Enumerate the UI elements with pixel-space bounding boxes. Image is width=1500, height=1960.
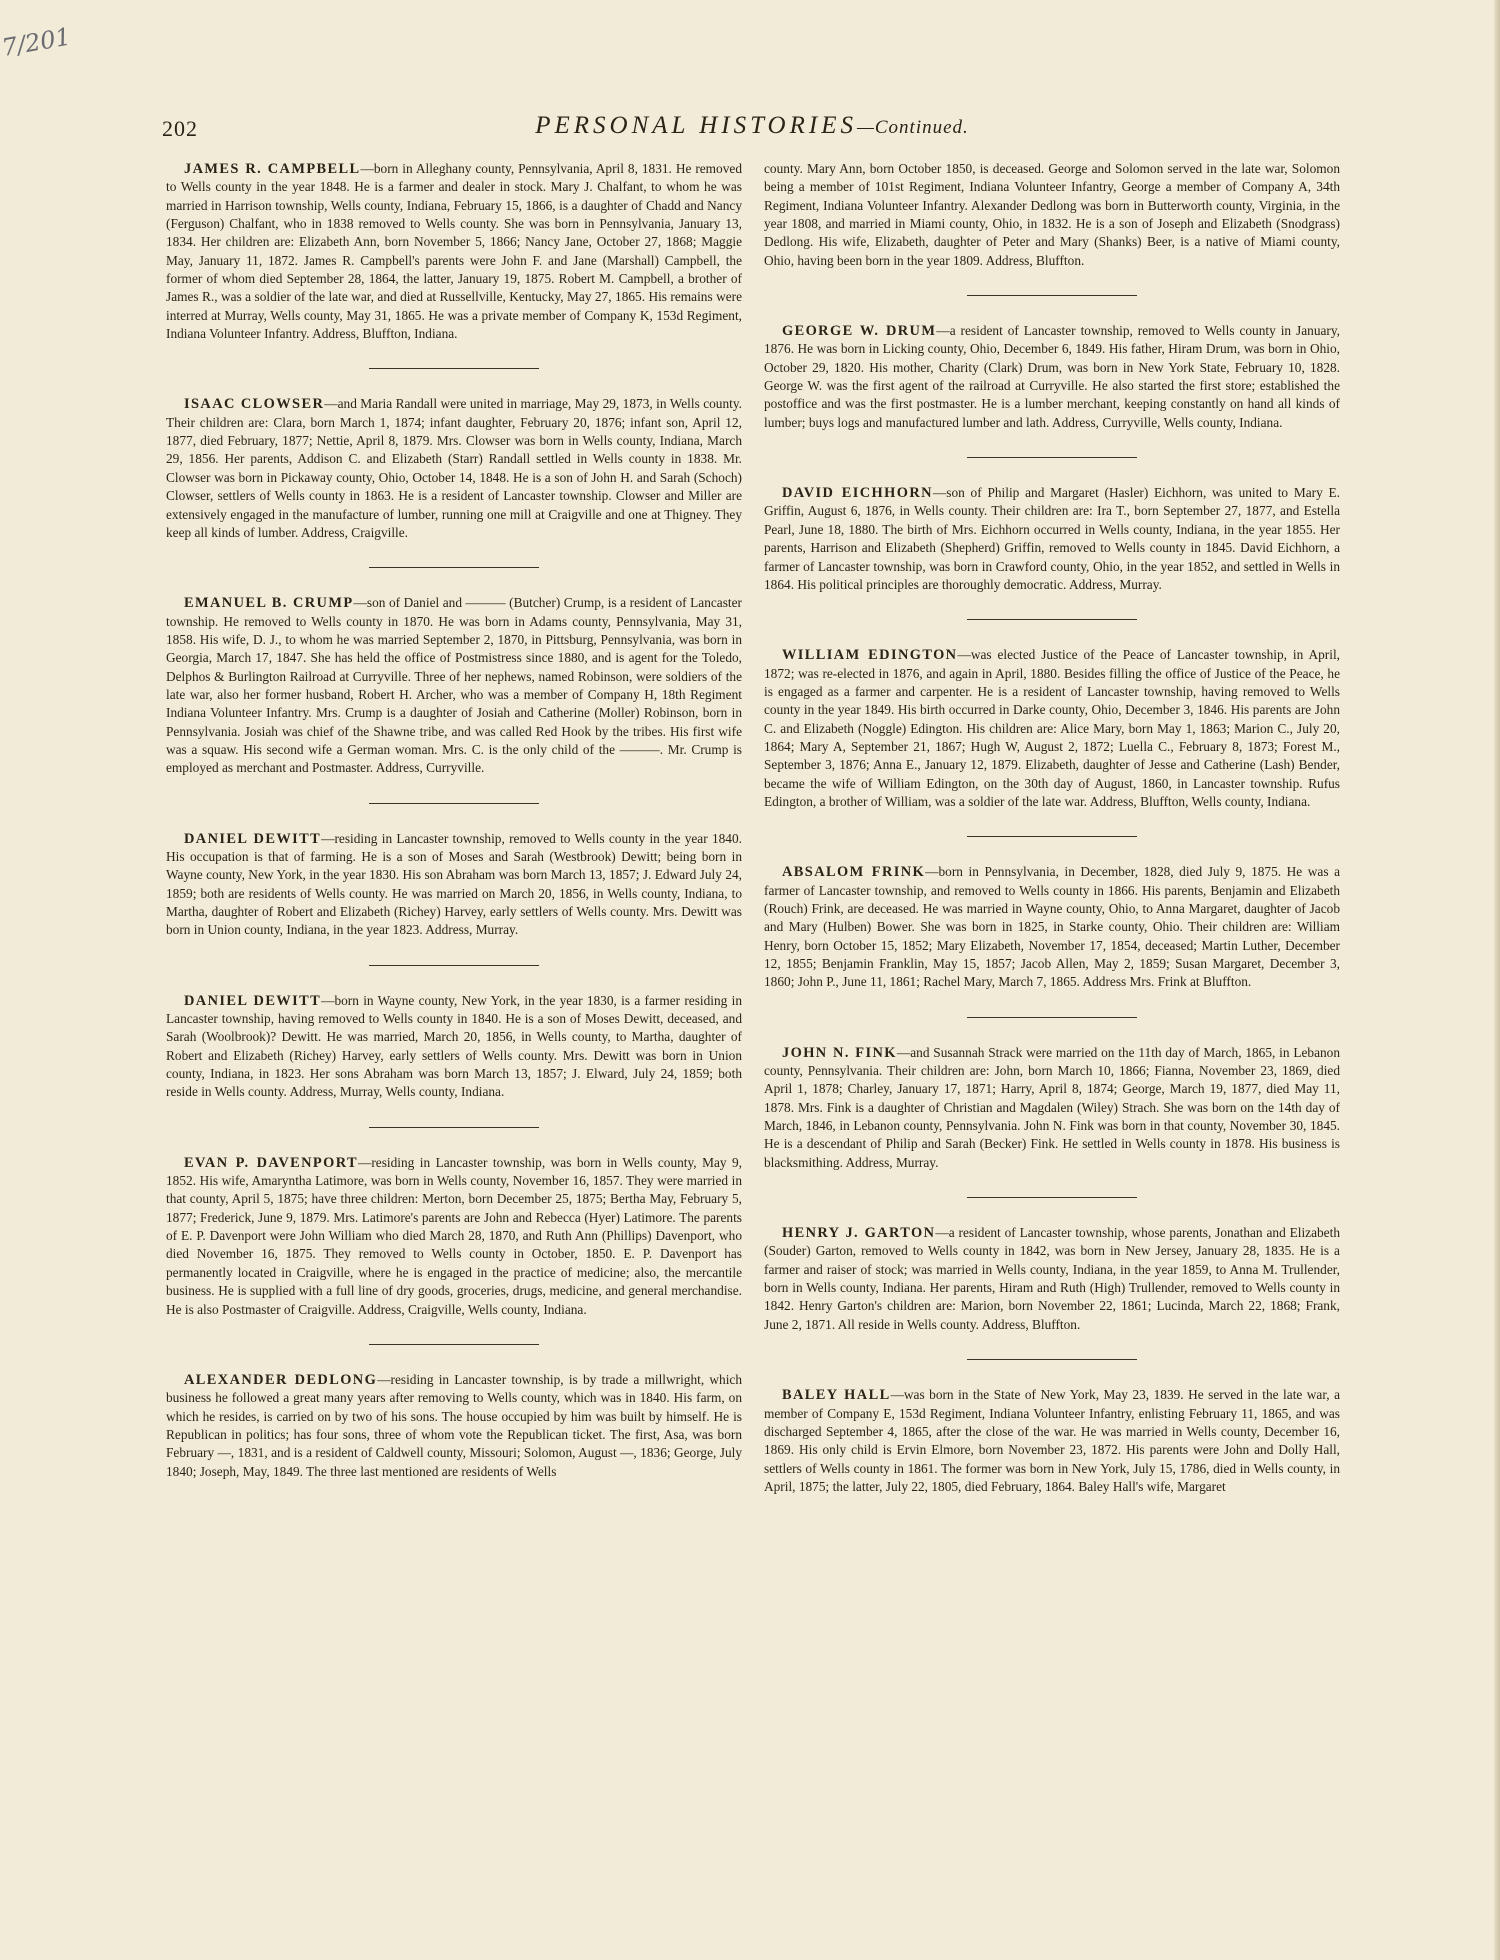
biography-paragraph xyxy=(166,1154,742,1319)
biography-text: —a resident of Lancaster township, whose parents, Jonathan and Elizabeth (Souder) Garton, removed to Wells county in 1842, was born in New Jersey, January 28, 1835. He is a farmer and raiser of stock; was married in Wells county, Indiana, in the year 1859, to Anna M. Trullender, born in Wells county, Indiana. Her parents, Hiram and Ruth (High) Trullender, removed to Wells county in 1842. Henry Garton's children are: Marion, born November 22, 1861; Lucinda, March 22, 1868; Frank, June 2, 1871. All reside in Wells county. Address, Bluffton. xyxy=(764,1225,1340,1332)
person-name: BALEY HALL xyxy=(782,1387,891,1404)
biography-entry xyxy=(166,1154,742,1319)
biography-text: —residing in Lancaster township, was born in Wells county, May 9, 1852. His wife, Amaryntha Latimore, was born in Wells county, November 16, 1857. They were married in that county, April 5, 1875; have three children: Merton, born December 25, 1875; Bertha May, February 5, 1877; Frederick, June 9, 1879. Mrs. Latimore's parents are John and Rebecca (Hyer) Latimore. The parents of E. P. Davenport were John William who died March 28, 1870, and Ruth Ann (Phillips) Davenport, who died November 16, 1875. They removed to Wells county in October, 1850. E. P. Davenport has permanently located in Craigville, where he is engaged in the practice of medicine; also, the mercantile business. He is supplied with a full line of dry goods, groceries, drugs, medicine, and general merchandise. He is also Postmaster of Craigville. Address, Craigville, Wells county, Indiana. xyxy=(166,1154,742,1317)
biography-text: —was born in the State of New York, May 23, 1839. He served in the late war, a member of Company E, 153d Regiment, Indiana Volunteer Infantry, enlisting February 11, 1865, and was discharged September 4, 1865, after the close of the war. He was married in Wells county, December 16, 1869. His only child is Ervin Elmore, born November 23, 1872. His parents were John and Dolly Hall, settlers of Wells county in 1861. The former was born in New York, July 15, 1786, died in Wells county, in April, 1875; the latter, July 22, 1805, died February, 1864. Baley Hall's wife, Margaret xyxy=(764,1387,1340,1494)
biography-paragraph xyxy=(166,1371,742,1481)
biography-entry xyxy=(166,594,742,777)
page-header xyxy=(162,112,1342,148)
biography-paragraph xyxy=(764,1386,1340,1496)
separator-rule xyxy=(369,1344,539,1345)
title-continued: —Continued. xyxy=(856,117,969,138)
biography-entry xyxy=(764,646,1340,811)
biography-entry xyxy=(166,1371,742,1481)
separator-rule xyxy=(369,368,539,369)
right-column xyxy=(764,160,1340,1521)
biography-entry xyxy=(764,484,1340,594)
person-name: ALEXANDER DEDLONG xyxy=(184,1371,378,1388)
separator-rule xyxy=(967,619,1137,620)
biography-text: —born in Alleghany county, Pennsylvania, April 8, 1831. He removed to Wells county in the year 1848. He is a farmer and dealer in stock. Mary J. Chalfant, to whom he was married in Harrison township, Wells county, Indiana, February 15, 1866, is a daughter of Chadd and Nancy (Ferguson) Chalfant, who in 1838 removed to Wells county. She was born in Pennsylvania, January 13, 1834. Her children are: Elizabeth Ann, born November 5, 1866; Nancy Jane, October 27, 1868; Maggie May, January 11, 1872. James R. Campbell's parents were John F. and Jane (Marshall) Campbell, the former of whom died September 28, 1864, the latter, January 19, 1875. Robert M. Campbell, a brother of James R., was a soldier of the late war, and died at Russellville, Kentucky, May 27, 1865. His remains were interred at Murray, Wells county, May 31, 1865. He was a private member of Company K, 153d Regiment, Indiana Volunteer Infantry. Address, Bluffton, Indiana. xyxy=(166,161,742,342)
separator-rule xyxy=(967,295,1137,296)
separator-rule xyxy=(967,1197,1137,1198)
biography-paragraph xyxy=(764,1224,1340,1334)
biography-text: —residing in Lancaster township, is by trade a millwright, which business he followed a great many years after removing to Wells county, which was in 1840. His farm, on which he resides, is carried on by two of his sons. The house occupied by him was built by himself. He is Republican in politics; has four sons, three of whom vote the Republican ticket. The first, Asa, was born February —, 1831, and is a resident of Caldwell county, Missouri; Solomon, August —, 1836; George, July 1840; Joseph, May, 1849. The three last mentioned are residents of Wells xyxy=(166,1371,743,1479)
separator-rule xyxy=(967,1017,1137,1018)
biography-paragraph xyxy=(764,1044,1340,1172)
biography-text: —was elected Justice of the Peace of Lancaster township, in April, 1872; was re-elected in 1876, and again in April, 1880. Besides filling the office of Justice of the Peace, he is engaged as a farmer and carpenter. He is a resident of Lancaster township, having removed to Wells county in the year 1849. His birth occurred in Darke county, Ohio, December 3, 1846. His parents are John C. and Elizabeth (Noggle) Edington. His children are: Alice Mary, born May 1, 1863; Marion C., July 20, 1864; Mary A, September 21, 1867; Hugh W, August 2, 1872; Luella C., February 8, 1873; Forest M., September 3, 1876; Anna E., January 12, 1879. Elizabeth, daughter of Jesse and Catherine (Lash) Bender, became the wife of William Edington, on the 30th day of August, 1860, in Lancaster township. Rufus Edington, a brother of William, was a soldier of the late war. Address, Bluffton, Wells county, Indiana. xyxy=(764,647,1340,809)
person-name: DAVID EICHHORN xyxy=(782,485,933,502)
person-name: EMANUEL B. CRUMP xyxy=(184,595,354,612)
separator-rule xyxy=(369,1127,539,1128)
biography-paragraph xyxy=(166,594,742,777)
separator-rule xyxy=(967,457,1137,458)
person-name: JOHN N. FINK xyxy=(782,1044,897,1061)
biography-text: —residing in Lancaster township, removed to Wells county in the year 1840. His occupation is that of farming. He is a son of Moses and Sarah (Westbrook) Dewitt; being born in Wayne county, New York, in the year 1830. His son Abraham was born March 13, 1857; J. Edward July 24, 1859; both are residents of Wells county. He was married on March 20, 1856, in Wells county, Indiana, to Martha, daughter of Robert and Elizabeth (Richey) Harvey, early settlers of Wells county. Mrs. Dewitt was born in Union county, Indiana, in the year 1823. Address, Murray. xyxy=(166,830,742,938)
biography-entry xyxy=(166,395,742,542)
biography-text: —son of Philip and Margaret (Hasler) Eichhorn, was united to Mary E. Griffin, August 6, 1876, in Wells county. Their children are: Ira T., born September 27, 1877, and Estella Pearl, June 18, 1880. The birth of Mrs. Eichhorn occurred in Wells county, Indiana, in the year 1855. Her parents, Harrison and Elizabeth (Shepherd) Griffin, removed to Wells county in 1845. David Eichhorn, a farmer of Lancaster township, was born in Crawford county, Ohio, in the year 1852, and settled in Wells in 1864. His political principles are thoroughly democratic. Address, Murray. xyxy=(764,485,1340,592)
biography-text: —and Susannah Strack were married on the 11th day of March, 1865, in Lebanon county, Pennsylvania. Their children are: John, born March 10, 1866; Fianna, November 23, 1869, died April 1, 1878; Charley, January 17, 1871; Harry, April 8, 1874; George, March 19, 1877, died May 11, 1878. Mrs. Fink is a daughter of Christian and Magdalen (Wiley) Strach. She was born on the 14th day of March, 1846, in Lebanon county, Pennsylvania. John N. Fink was born in that county, November 30, 1845. He is a descendant of Philip and Sarah (Becker) Fink. He settled in Wells county in 1878. His business is blacksmithing. Address, Murray. xyxy=(764,1044,1341,1170)
person-name: WILLIAM EDINGTON xyxy=(782,647,958,664)
person-name: JAMES R. CAMPBELL xyxy=(184,161,361,177)
separator-rule xyxy=(369,803,539,804)
biography-entry xyxy=(166,830,742,940)
biography-entry xyxy=(166,160,742,343)
person-name: EVAN P. DAVENPORT xyxy=(184,1154,358,1171)
biography-text: —and Maria Randall were united in marriage, May 29, 1873, in Wells county. Their children are: Clara, born March 1, 1874; infant daughter, February 20, 1876; infant son, April 12, 1877, died February, 1877; Nettie, April 8, 1879. Mrs. Clowser was born in Wells county, Indiana, March 29, 1856. Her parents, Addison C. and Elizabeth (Starr) Randall settled in Wells county in 1838. Mr. Clowser was born in Pickaway county, Ohio, October 14, 1848. He is a son of John H. and Sarah (Schoch) Clowser, settlers of Wells county in 1863. He is a resident of Lancaster township. Clowser and Miller are extensively engaged in the manufacture of lumber, running one mill at Craigville and one at Thigney. They keep all kinds of lumber. Address, Craigville. xyxy=(166,396,742,540)
biography-paragraph xyxy=(166,395,742,542)
biography-paragraph xyxy=(764,646,1340,811)
person-name: ABSALOM FRINK xyxy=(782,864,926,881)
person-name: GEORGE W. DRUM xyxy=(782,323,937,340)
person-name: DANIEL DEWITT xyxy=(184,992,322,1009)
biography-paragraph xyxy=(166,992,742,1102)
biography-paragraph xyxy=(166,830,742,940)
biography-text: county. Mary Ann, born October 1850, is deceased. George and Solomon served in the late war, Solomon being a member of 101st Regiment, Indiana Volunteer Infantry, George a member of Company A, 34th Regiment, Indiana Volunteer Infantry. Alexander Dedlong was born in Butterworth county, Virginia, in the year 1808, and married in Miami county, Ohio, in 1832. He is a son of Joseph and Elizabeth (Snodgrass) Dedlong. His wife, Elizabeth, daughter of Peter and Mary (Shanks) Beer, is a native of Miami county, Ohio, having been born in the year 1809. Address, Bluffton. xyxy=(764,161,1340,268)
separator-rule xyxy=(967,836,1137,837)
biography-text: —a resident of Lancaster township, removed to Wells county in January, 1876. He was born in Licking county, Ohio, December 6, 1849. His father, Hiram Drum, was born in Ohio, October 29, 1820. His mother, Charity (Clark) Drum, was born in New York State, February 10, 1828. George W. was the first agent of the railroad at Curryville. He also started the first store; established the postoffice and was the first postmaster. He is a lumber merchant, keeping constantly on hand all kinds of lumber; buys logs and manufactured lumber and lath. Address, Curryville, Wells county, Indiana. xyxy=(764,323,1340,430)
running-title xyxy=(162,112,1342,140)
page-edge xyxy=(1494,0,1500,1960)
biography-text: —born in Pennsylvania, in December, 1828, died July 9, 1875. He was a farmer of Lancaster township, and removed to Wells county in 1866. His parents, Benjamin and Elizabeth (Rouch) Frink, are deceased. He was married in Wayne county, Ohio, to Anna Margaret, daughter of Jacob and Mary (Hulben) Bower. She was born in 1825, in Starke county, Ohio. Their children are: William Henry, born October 15, 1852; Mary Elizabeth, November 17, 1854, deceased; Martin Luther, December 12, 1855; Benjamin Franklin, May 15, 1857; Jacob Allen, May 2, 1859; Susan Margaret, December 3, 1860; John P., June 11, 1861; Rachel Mary, March 7, 1865. Address Mrs. Frink at Bluffton. xyxy=(764,864,1340,990)
biography-paragraph xyxy=(166,160,742,343)
biography-entry xyxy=(764,1386,1340,1496)
biography-paragraph xyxy=(764,863,1340,991)
biography-paragraph xyxy=(764,484,1340,594)
biography-entry xyxy=(166,992,742,1102)
biography-entry xyxy=(764,1224,1340,1334)
separator-rule xyxy=(967,1359,1137,1360)
biography-entry xyxy=(764,160,1340,270)
page-number: 202 xyxy=(162,116,198,141)
biography-paragraph xyxy=(764,322,1340,432)
left-column xyxy=(166,160,742,1506)
biography-entry xyxy=(764,322,1340,432)
person-name: ISAAC CLOWSER xyxy=(184,396,325,413)
biography-entry xyxy=(764,1044,1340,1172)
biography-paragraph xyxy=(764,160,1340,270)
biography-text: —born in Wayne county, New York, in the year 1830, is a farmer residing in Lancaster township, having removed to Wells county in 1840. He is a son of Moses Dewitt, deceased, and Sarah (Woolbrook)? Dewitt. He was married, March 20, 1856, in Wells county, to Martha, daughter of Robert and Elizabeth (Richey) Harvey, early settlers of Wells county. Mrs. Dewitt was born in Union county, Indiana, in 1823. Her sons Abraham was born March 13, 1857; J. Elward, July 24, 1859; both reside in Wells county. Address, Murray, Wells county, Indiana. xyxy=(166,992,743,1100)
title-text: PERSONAL HISTORIES xyxy=(535,112,857,139)
biography-text: —son of Daniel and ——— (Butcher) Crump, is a resident of Lancaster township. He removed to Wells county in 1870. He was born in Adams county, Pennsylvania, May 31, 1858. His wife, D. J., to whom he was married September 2, 1870, in Pittsburg, Pennsylvania, was born in Georgia, March 17, 1847. She has held the office of Postmistress since 1880, and is agent for the Toledo, Delphos & Burlington Railroad at Curryville. Three of her nephews, named Robinson, were soldiers of the late war, also her former husband, Robert H. Archer, who was a member of Company H, 18th Regiment Indiana Volunteer Infantry. Mrs. Crump is a daughter of Josiah and Catherine (Moller) Robinson, born in Pennsylvania. Josiah was chief of the Shawne tribe, and was called Red Hook by the tribes. His first wife was a squaw. His second wife a German woman. Mrs. C. is the only child of the ———. Mr. Crump is employed as merchant and Postmaster. Address, Curryville. xyxy=(166,595,742,776)
person-name: HENRY J. GARTON xyxy=(782,1225,936,1242)
separator-rule xyxy=(369,567,539,568)
person-name: DANIEL DEWITT xyxy=(184,830,322,847)
pencil-annotation: 7/201 xyxy=(0,22,73,63)
biography-entry xyxy=(764,863,1340,991)
separator-rule xyxy=(369,965,539,966)
